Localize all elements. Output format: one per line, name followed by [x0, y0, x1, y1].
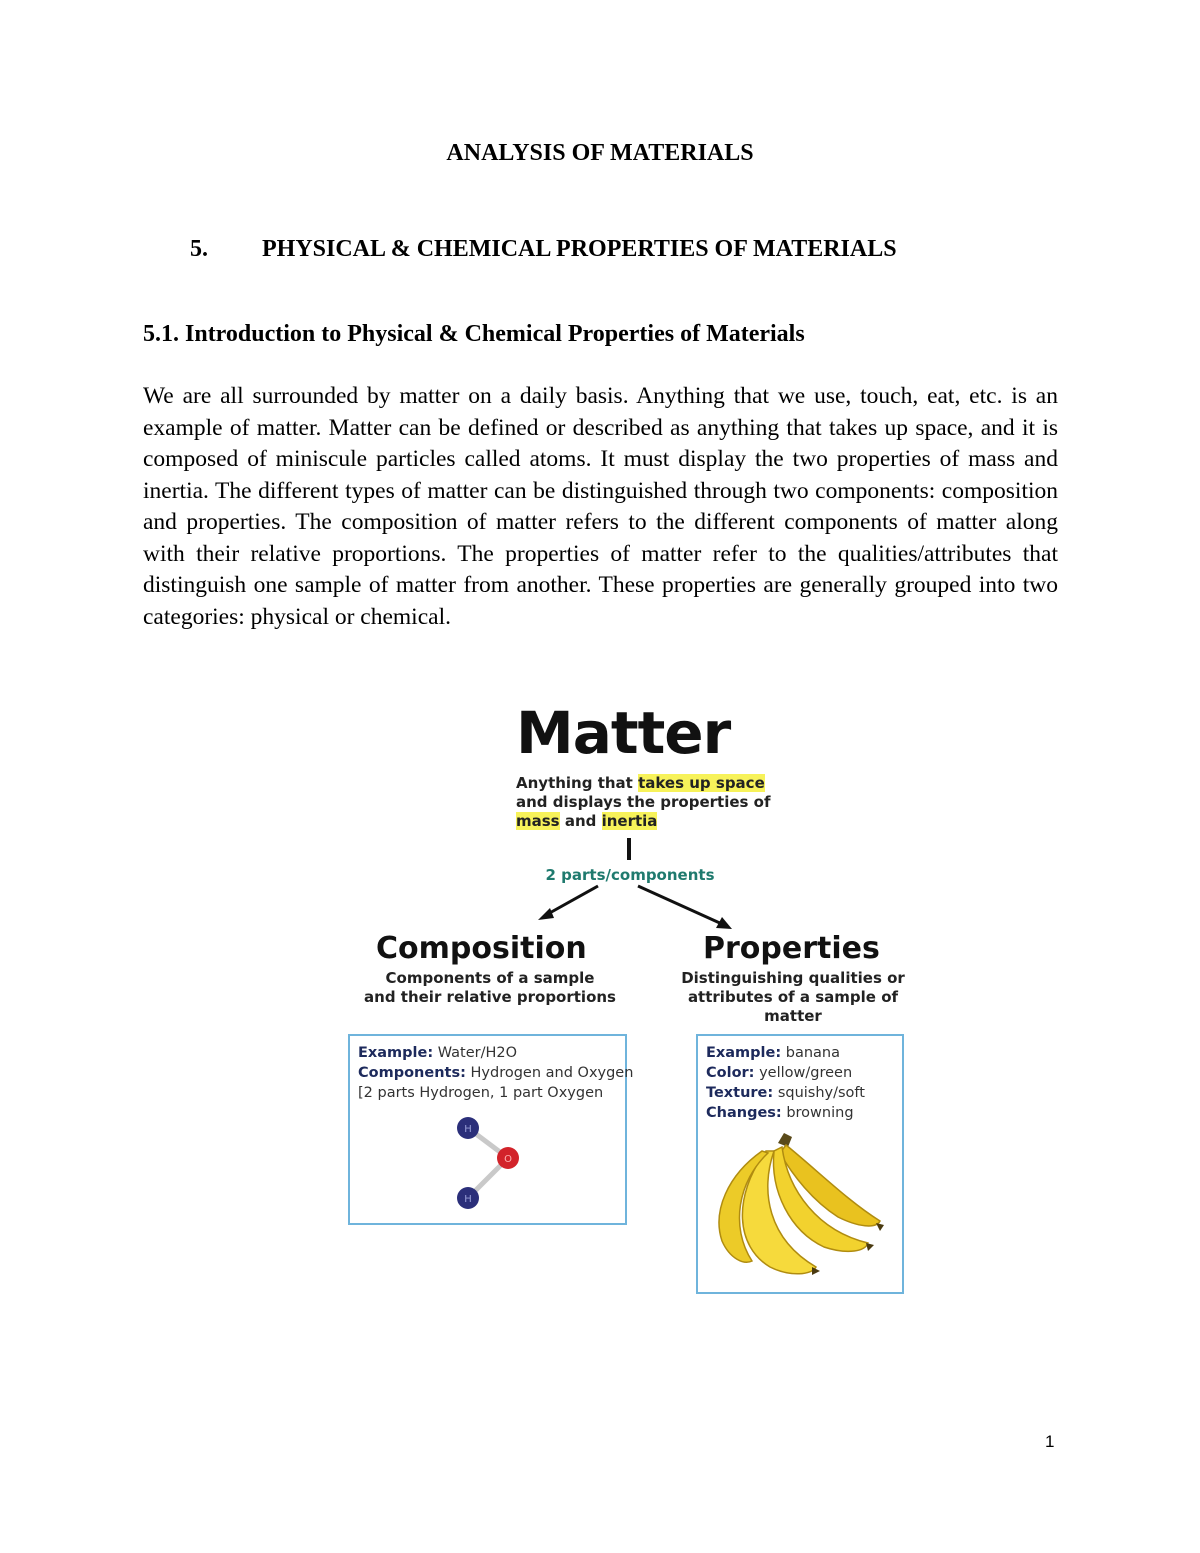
banana-image-icon — [708, 1131, 888, 1281]
matter-definition — [516, 774, 776, 831]
highlight-takes-up-space: takes up space — [638, 774, 765, 792]
oxygen-label: O — [504, 1154, 512, 1165]
prop-example-label: Example: — [706, 1045, 782, 1061]
properties-texture-line — [706, 1083, 894, 1103]
properties-desc-line2: attributes of a sample of — [687, 988, 899, 1006]
definition-text-3: and — [559, 812, 602, 830]
properties-example-line — [706, 1043, 894, 1063]
properties-changes-line — [706, 1103, 894, 1123]
example-label: Example: — [358, 1045, 434, 1061]
properties-example-box — [696, 1034, 904, 1294]
properties-title: Properties — [703, 931, 880, 966]
components-value: Hydrogen and Oxygen — [470, 1065, 634, 1081]
section-heading — [143, 321, 805, 348]
connector-label: 2 parts/components — [545, 866, 715, 884]
connector-stem — [627, 838, 631, 860]
hydrogen-label-bottom: H — [464, 1194, 472, 1205]
left-arrowhead — [538, 908, 554, 920]
highlight-inertia: inertia — [601, 812, 658, 830]
properties-desc-line1: Distinguishing qualities or — [681, 969, 905, 987]
document-title: ANALYSIS OF MATERIALS — [446, 140, 754, 166]
section-number: 5.1. — [143, 321, 179, 347]
diagram-title: Matter — [516, 699, 731, 767]
color-value: yellow/green — [759, 1065, 853, 1081]
texture-label: Texture: — [706, 1085, 774, 1101]
composition-components-line — [358, 1063, 634, 1083]
hydrogen-label-top: H — [464, 1124, 472, 1135]
example-value: Water/H2O — [437, 1045, 518, 1061]
matter-diagram — [340, 700, 940, 1310]
composition-description — [350, 969, 630, 1007]
chapter-title: PHYSICAL & CHEMICAL PROPERTIES OF MATERIALS — [262, 236, 897, 262]
properties-description — [680, 969, 906, 1026]
changes-value: browning — [786, 1105, 854, 1121]
composition-desc-line2: and their relative proportions — [364, 988, 616, 1006]
page-number: 1 — [1045, 1432, 1055, 1451]
properties-desc-line3: matter — [764, 1007, 822, 1025]
texture-value: squishy/soft — [777, 1085, 865, 1101]
prop-example-value: banana — [785, 1045, 840, 1061]
properties-color-line — [706, 1063, 894, 1083]
chapter-number: 5. — [190, 236, 208, 262]
changes-label: Changes: — [706, 1105, 782, 1121]
color-label: Color: — [706, 1065, 755, 1081]
composition-example-line — [358, 1043, 617, 1063]
highlight-mass: mass — [516, 812, 560, 830]
composition-desc-line1: Components of a sample — [385, 969, 595, 987]
right-arrow-line — [638, 886, 722, 924]
composition-title: Composition — [376, 931, 587, 966]
left-arrow-line — [546, 886, 598, 915]
composition-example-box — [348, 1034, 634, 1225]
section-title: Introduction to Physical & Chemical Properties of Materials — [185, 321, 805, 347]
definition-text-1: Anything that — [516, 774, 639, 792]
composition-ratio-line: [2 parts Hydrogen, 1 part Oxygen — [358, 1085, 604, 1101]
water-molecule-icon — [450, 1114, 530, 1214]
components-label: Components: — [358, 1065, 466, 1081]
definition-text-2: and displays the properties of — [516, 793, 771, 811]
intro-paragraph: We are all surrounded by matter on a daily basis. Anything that we use, touch, eat, etc. is an example of matter. Matter can be defined or described as anything that takes up space, and it is composed of miniscule particles called atoms. It must display the two properties of mass and inertia. The different types of matter can be distinguished through two components: composition and properties. The composition of matter refers to the different components of matter along with their relative proportions. The properties of matter refer to the qualities/attributes that distinguish one sample of matter from another. These properties are generally grouped into two categories: physical or chemical. — [143, 383, 1058, 630]
chapter-heading — [190, 236, 897, 263]
